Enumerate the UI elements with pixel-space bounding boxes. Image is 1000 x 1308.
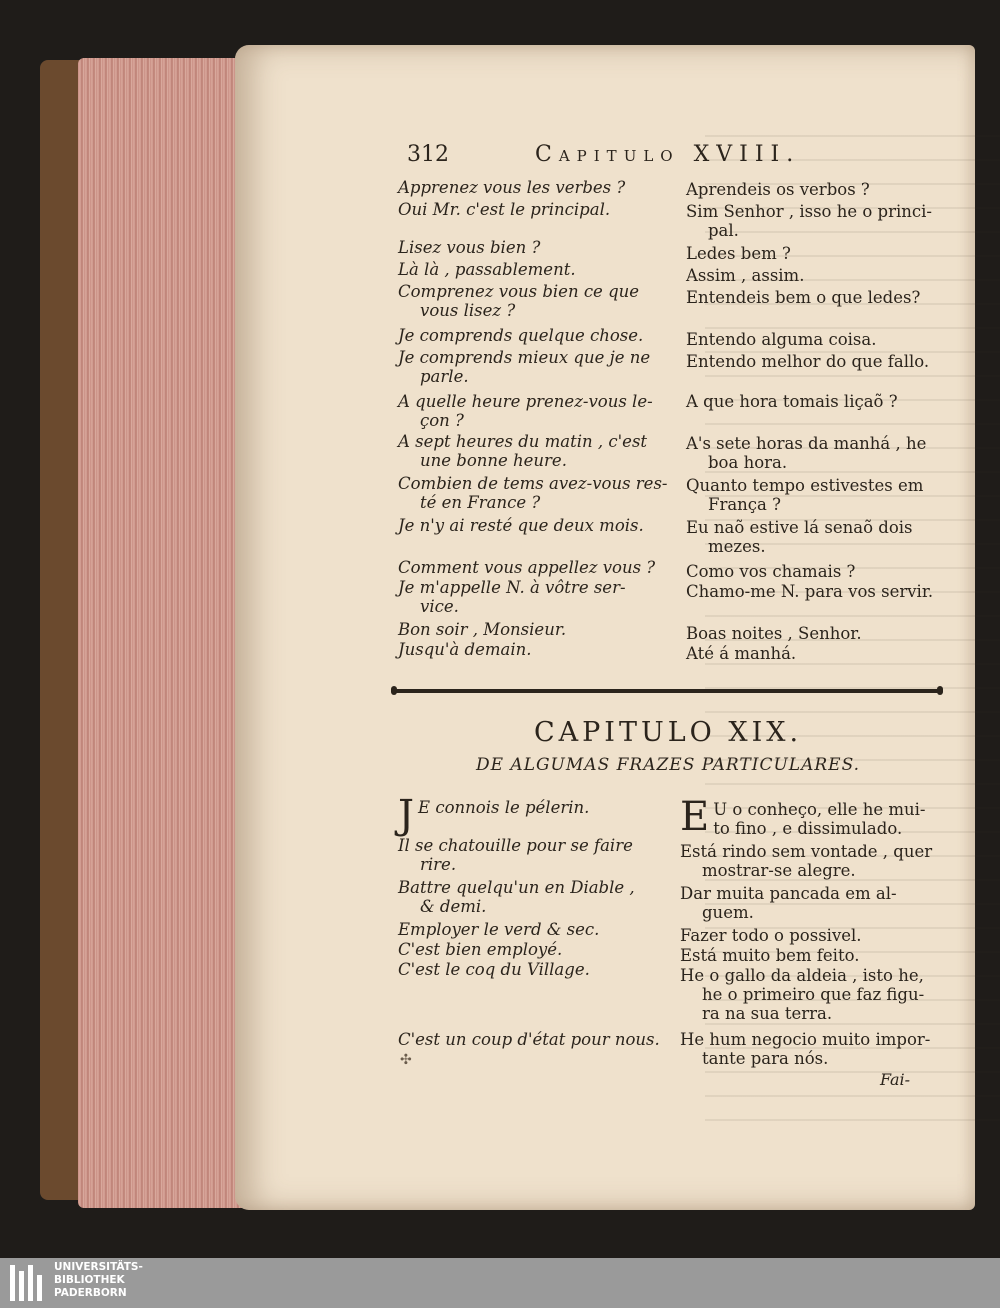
dialogue-pt-line: Entendeis bem o que ledes? bbox=[686, 288, 921, 307]
dialogue-pt-line: A que hora tomais liçaõ ? bbox=[686, 392, 898, 411]
dialogue-fr-line: Comprenez vous bien ce que vous lisez ? bbox=[398, 282, 640, 320]
running-title: Capitulo XVIII. bbox=[535, 142, 801, 167]
phrase-pt-line: Está rindo sem vontade , quer mostrar-se alegre. bbox=[680, 842, 933, 880]
page-number: 312 bbox=[407, 142, 449, 167]
drop-cap: E bbox=[680, 794, 710, 840]
dialogue-pt-line: Quanto tempo estivestes em França ? bbox=[686, 476, 924, 514]
dialogue-fr-line: Là là , passablement. bbox=[398, 260, 576, 279]
library-name: UNIVERSITÄTS- BIBLIOTHEK PADERBORN bbox=[54, 1261, 143, 1299]
chapter-subtitle: DE ALGUMAS FRAZES PARTICULARES. bbox=[475, 755, 861, 775]
dialogue-fr-line: Oui Mr. c'est le principal. bbox=[398, 200, 611, 219]
phrase-pt-line: He hum negocio muito impor- tante para nós. bbox=[680, 1030, 931, 1068]
dialogue-pt-line: Boas noites , Senhor. bbox=[686, 624, 862, 643]
dialogue-fr-line: Bon soir , Monsieur. bbox=[398, 620, 567, 639]
drop-cap: J bbox=[398, 792, 415, 838]
dialogue-pt-line: Sim Senhor , isso he o princi- pal. bbox=[686, 202, 933, 240]
library-footer bbox=[0, 1258, 1000, 1308]
phrase-fr-line: Il se chatouille pour se faire rire. bbox=[398, 836, 633, 874]
dialogue-fr-line: A quelle heure prenez-vous le- çon ? bbox=[398, 392, 653, 430]
dialogue-french-column bbox=[398, 178, 678, 658]
phrase-fr-line: C'est le coq du Village. bbox=[398, 960, 590, 979]
dialogue-pt-line: Até á manhá. bbox=[686, 644, 797, 663]
dialogue-pt-line: Assim , assim. bbox=[686, 266, 805, 285]
dialogue-fr-line: Apprenez vous les verbes ? bbox=[398, 178, 626, 197]
phrase-fr-line: J E connois le pélerin. bbox=[398, 792, 590, 838]
catchword: Fai- bbox=[880, 1070, 911, 1089]
phrase-pt-line: He o gallo da aldeia , isto he, he o primeiro que faz figu- ra na sua terra. bbox=[680, 966, 925, 1023]
phrase-pt-line: Fazer todo o possivel. bbox=[680, 926, 862, 945]
phrase-fr-line: Employer le verd & sec. bbox=[398, 920, 600, 939]
dialogue-pt-line: Chamo-me N. para vos servir. bbox=[686, 582, 934, 601]
dialogue-fr-line: Je m'appelle N. à vôtre ser- vice. bbox=[398, 578, 626, 616]
phrase-fr-line: C'est un coup d'état pour nous. bbox=[398, 1030, 660, 1049]
printer-mark-icon: ✣ bbox=[400, 1052, 412, 1068]
phrase-pt-line: Está muito bem feito. bbox=[680, 946, 860, 965]
dialogue-pt-line: A's sete horas da manhá , he boa hora. bbox=[686, 434, 927, 472]
chapter-title: CAPITULO XIX. bbox=[533, 717, 803, 748]
dialogue-portuguese-column bbox=[686, 180, 954, 663]
dialogue-fr-line: Combien de tems avez-vous res- té en France ? bbox=[398, 474, 668, 512]
phrases-french-column bbox=[398, 792, 678, 1058]
phrases-portuguese-column bbox=[680, 794, 948, 1080]
dialogue-fr-line: Jusqu'à demain. bbox=[398, 640, 532, 659]
phrase-fr-line: Battre quelqu'un en Diable , & demi. bbox=[398, 878, 635, 916]
dialogue-fr-line: A sept heures du matin , c'est une bonne heure. bbox=[398, 432, 648, 470]
dialogue-fr-line: Je n'y ai resté que deux mois. bbox=[398, 516, 644, 535]
ornamental-rule bbox=[393, 686, 941, 695]
running-header bbox=[395, 142, 955, 170]
library-logo-icon bbox=[6, 1261, 50, 1305]
dialogue-fr-line: Je comprends quelque chose. bbox=[398, 326, 644, 345]
dialogue-pt-line: Eu naõ estive lá senaõ dois mezes. bbox=[686, 518, 913, 556]
phrase-pt-line: Dar muita pancada em al- guem. bbox=[680, 884, 897, 922]
dialogue-pt-line: Ledes bem ? bbox=[686, 244, 791, 263]
dialogue-fr-line: Lisez vous bien ? bbox=[398, 238, 541, 257]
dialogue-fr-line: Je comprends mieux que je ne parle. bbox=[398, 348, 651, 386]
phrase-pt-line: E U o conheço, elle he mui- to fino , e dissimulado. bbox=[680, 794, 926, 840]
dialogue-pt-line: Entendo melhor do que fallo. bbox=[686, 352, 930, 371]
dialogue-fr-line: Comment vous appellez vous ? bbox=[398, 558, 656, 577]
dialogue-pt-line: Entendo alguma coisa. bbox=[686, 330, 877, 349]
dialogue-pt-line: Aprendeis os verbos ? bbox=[686, 180, 870, 199]
dialogue-pt-line: Como vos chamais ? bbox=[686, 562, 856, 581]
phrase-fr-line: C'est bien employé. bbox=[398, 940, 563, 959]
